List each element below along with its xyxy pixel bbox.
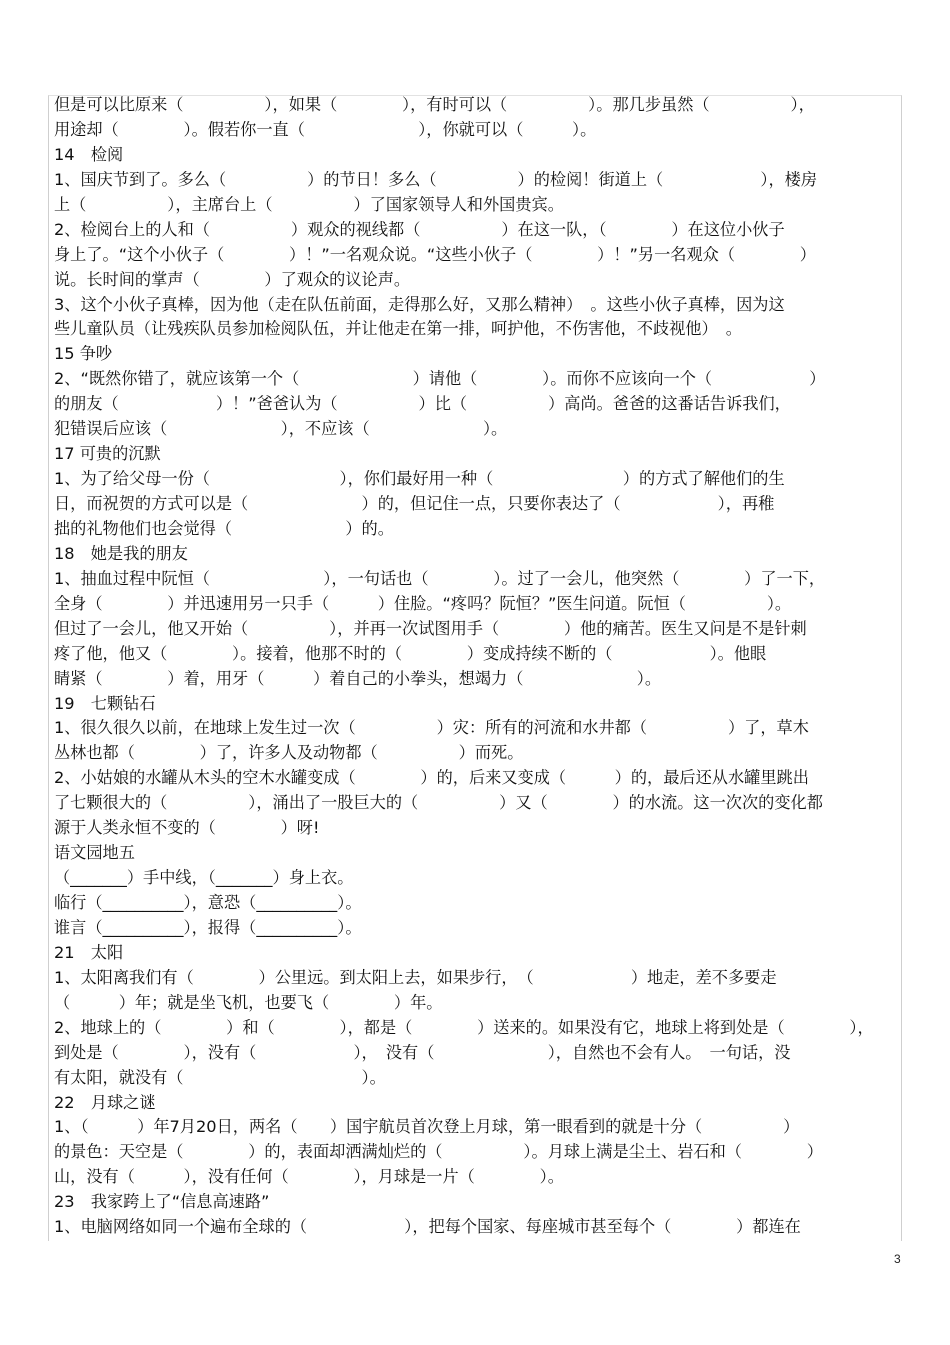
text-line: 的景色：天空是（ ）的，表面却洒满灿烂的（ ）。月球上满是尘土、岩石和（ ） bbox=[54, 1142, 823, 1162]
text-line: 丛林也都（ ）了，许多人及动物都（ ）而死。 bbox=[54, 743, 524, 763]
text-line: 些儿童队员（让残疾队员参加检阅队伍，并让他走在第一排，呵护他，不伤害他，不歧视他） 。 bbox=[54, 319, 742, 339]
text-line: 18 她是我的朋友 bbox=[54, 543, 188, 563]
text-line: 了七颗很大的（ ），涌出了一股巨大的（ ）又（ ）的水流。这一次次的变化都 bbox=[54, 793, 823, 813]
text-line: 语文园地五 bbox=[54, 843, 135, 863]
text-line: 1、太阳离我们有（ ）公里远。到太阳上去，如果步行， （ ）地走，差不多要走 bbox=[54, 967, 777, 987]
page-number: 3 bbox=[894, 1252, 901, 1266]
text-line: 有太阳，就没有（ ）。 bbox=[54, 1067, 386, 1087]
text-line: 上（ ），主席台上（ ）了国家领导人和外国贵宾。 bbox=[54, 194, 564, 214]
text-line: 23 我家跨上了“信息高速路” bbox=[54, 1192, 270, 1212]
text-line: 1、抽血过程中阮恒（ ），一句话也（ ）。过了一会儿，他突然（ ）了一下， bbox=[54, 568, 826, 588]
text-line: 日，而祝贺的方式可以是（ ）的，但记住一点，只要你表达了（ ），再稚 bbox=[54, 494, 775, 513]
text-line: 的朋友（ ）！”爸爸认为（ ）比（ ）高尚。爸爸的这番话告诉我们， bbox=[54, 394, 791, 414]
text-line: 2、小姑娘的水罐从木头的空木水罐变成（ ）的，后来又变成（ ）的，最后还从水罐里跳出 bbox=[54, 768, 809, 788]
text-line: 睛紧（ ）着，用牙（ ）着自己的小拳头，想竭力（ ）。 bbox=[54, 668, 662, 688]
text-line: 疼了他，他又（ ）。接着，他那不时的（ ）变成持续不断的（ ）。他眼 bbox=[54, 643, 767, 663]
text-line: 谁言（__________），报得（__________）。 bbox=[54, 917, 362, 937]
text-line: 拙的礼物他们也会觉得（ ）的。 bbox=[54, 518, 394, 538]
text-line: 14 检阅 bbox=[54, 144, 124, 164]
text-line: 3、这个小伙子真棒，因为他（走在队伍前面，走得那么好，又那么精神） 。这些小伙子真棒，因为这 bbox=[54, 294, 785, 314]
text-line: 2、“既然你错了，就应该第一个（ ）请他（ ）。而你不应该向一个（ ） bbox=[54, 369, 826, 389]
text-line: 17 可贵的沉默 bbox=[54, 444, 161, 464]
text-line: 21 太阳 bbox=[54, 942, 124, 962]
document-body bbox=[54, 93, 896, 1240]
text-line: （ ）年；就是坐飞机，也要飞（ ）年。 bbox=[54, 992, 443, 1012]
text-line: 但是可以比原来（ ），如果（ ），有时可以（ ）。那几步虽然（ ）， bbox=[54, 95, 815, 114]
text-line: 1、（ ）年7月20日，两名（ ）国宇航员首次登上月球，第一眼看到的就是十分（ ） bbox=[54, 1117, 800, 1137]
text-line: （_______）手中线，（_______）身上衣。 bbox=[54, 868, 354, 888]
text-line: 山，没有（ ），没有任何（ ），月球是一片（ ）。 bbox=[54, 1167, 564, 1187]
text-line: 1、为了给父母一份（ ），你们最好用一种（ ）的方式了解他们的生 bbox=[54, 469, 785, 489]
text-line: 19 七颗钻石 bbox=[54, 693, 156, 713]
text-line: 用途却（ ）。假若你一直（ ），你就可以（ ）。 bbox=[54, 119, 597, 139]
text-line: 1、很久很久以前，在地球上发生过一次（ ）灾：所有的河流和水井都（ ）了，草木 bbox=[54, 718, 809, 738]
text-line: 2、检阅台上的人和（ ）观众的视线都（ ）在这一队，（ ）在这位小伙子 bbox=[54, 219, 785, 239]
text-line: 临行（__________），意恐（__________）。 bbox=[54, 893, 362, 912]
text-line: 15 争吵 bbox=[54, 344, 113, 364]
text-line: 全身（ ）并迅速用另一只手（ ）住脸。“疼吗？阮恒？”医生问道。阮恒（ ）。 bbox=[54, 593, 792, 613]
text-line: 2、地球上的（ ）和（ ），都是（ ）送来的。如果没有它，地球上将到处是（ ）， bbox=[54, 1017, 874, 1037]
text-line: 犯错误后应该（ ），不应该（ ）。 bbox=[54, 419, 508, 439]
text-line: 22 月球之谜 bbox=[54, 1092, 156, 1112]
text-line: 但过了一会儿，他又开始（ ），并再一次试图用手（ ）他的痛苦。医生又问是不是针刺 bbox=[54, 618, 807, 638]
text-line: 1、国庆节到了。多么（ ）的节日！多么（ ）的检阅！街道上（ ），楼房 bbox=[54, 169, 818, 189]
text-line: 说。长时间的掌声（ ）了观众的议论声。 bbox=[54, 269, 411, 289]
text-line: 1、电脑网络如同一个遍布全球的（ ），把每个国家、每座城市甚至每个（ ）都连在 bbox=[54, 1217, 801, 1237]
text-line: 到处是（ ），没有（ ）， 没有（ ），自然也不会有人。 一句话，没 bbox=[54, 1042, 791, 1062]
text-line: 源于人类永恒不变的（ ）呀! bbox=[54, 818, 320, 838]
text-line: 身上了。“这个小伙子（ ）！”一名观众说。“这些小伙子（ ）！”另一名观众（ ） bbox=[54, 244, 816, 264]
